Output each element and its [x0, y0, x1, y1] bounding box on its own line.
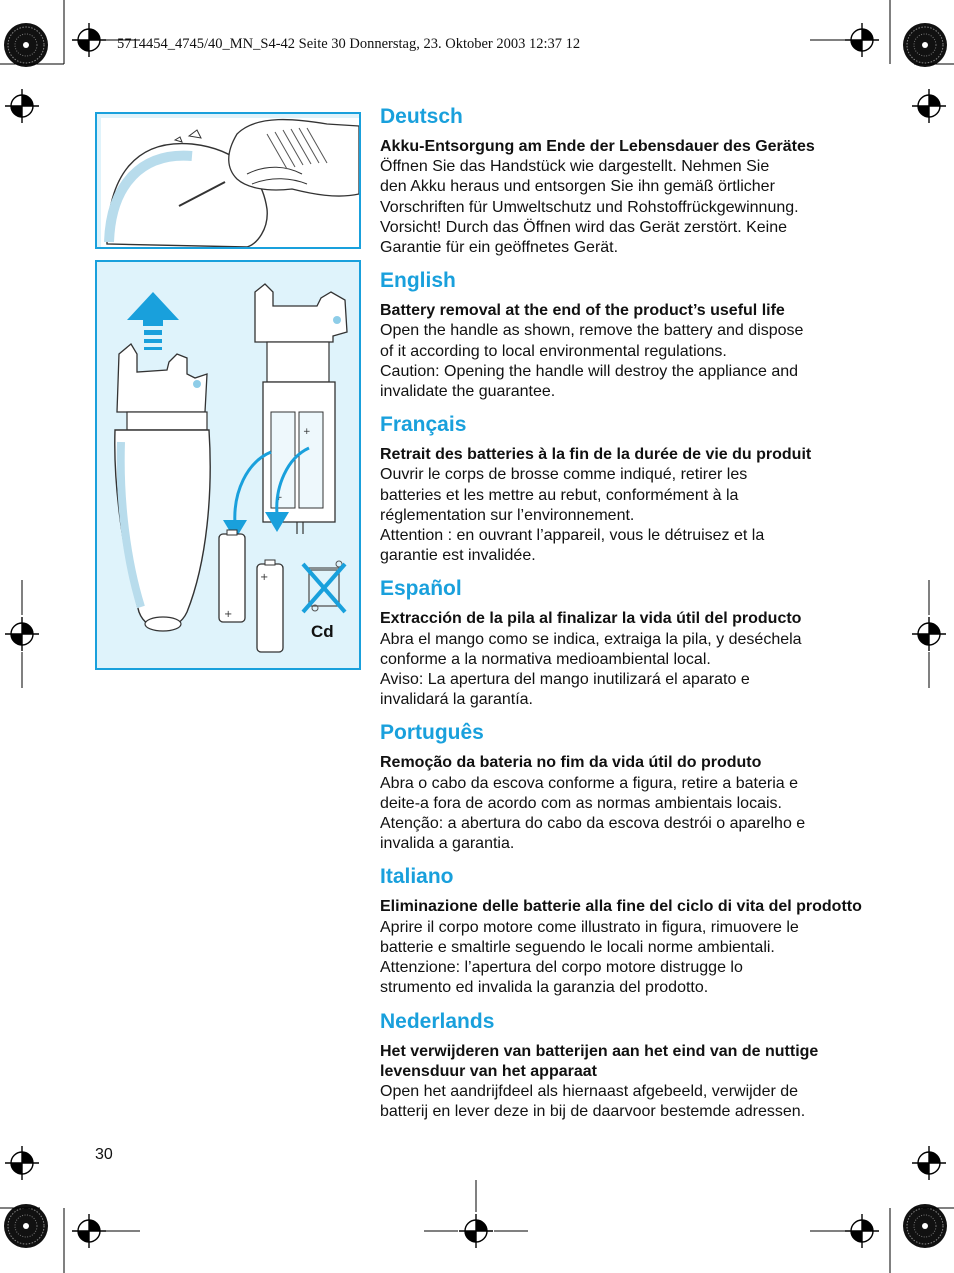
body-line: garantie est invalidée.: [380, 547, 536, 565]
body-line: Abra o cabo da escova conforme a figura, retire a bateria e: [380, 774, 799, 792]
language-section: [380, 576, 870, 710]
language-title: Português: [380, 721, 484, 745]
section-heading: Remoção da bateria no fim da vida útil do produto: [380, 754, 762, 772]
crossed-bin-icon: [303, 561, 345, 612]
language-section: [380, 268, 870, 402]
body-line: Vorschriften für Umweltschutz und Rohstoffrückgewinnung.: [380, 198, 799, 216]
language-title: Nederlands: [380, 1009, 495, 1033]
language-title: Deutsch: [380, 105, 463, 128]
section-heading: Extracción de la pila al finalizar la vida útil del producto: [380, 610, 802, 628]
body-line: Open het aandrijfdeel als hiernaast afgebeeld, verwijder de: [380, 1082, 799, 1100]
language-section: [380, 104, 870, 258]
up-arrow-icon: [127, 292, 179, 350]
instructions-column: [380, 104, 870, 1132]
print-slug: 5714454_4745/40_MN_S4-42 Seite 30 Donnerstag, 23. Oktober 2003 12:37 12: [117, 36, 581, 52]
body-line: Öffnen Sie das Handstück wie dargestellt. Nehmen Sie: [380, 158, 770, 176]
svg-text:+: +: [303, 427, 311, 437]
cadmium-label: Cd: [311, 622, 334, 641]
language-section: [380, 1009, 870, 1123]
section-heading: Retrait des batteries à la fin de la durée de vie du produit: [380, 446, 812, 464]
body-line: den Akku heraus und entsorgen Sie ihn gemäß örtlicher: [380, 178, 775, 196]
body-line: Garantie für ein geöffnetes Gerät.: [380, 239, 619, 257]
body-line: of it according to local environmental regulations.: [380, 342, 727, 360]
page-number: 30: [95, 1146, 113, 1163]
svg-text:+: +: [224, 609, 233, 620]
svg-text:+: +: [275, 493, 283, 503]
language-title: English: [380, 269, 456, 293]
body-line: batteries et les mettre au rebut, conformément à la: [380, 486, 739, 504]
open-handle-illustration: [97, 114, 361, 249]
body-line: conforme a la normativa medioambiental local.: [380, 650, 711, 668]
body-line: invalidará la garantía.: [380, 691, 533, 709]
language-section: [380, 864, 870, 998]
body-line: Aprire il corpo motore come illustrato in figura, rimuovere le: [380, 918, 799, 936]
section-heading: Het verwijderen van batterijen aan het eind van de nuttige levensduur van het apparaat: [380, 1042, 819, 1080]
body-line: Attention : en ouvrant l’appareil, vous le détruisez et la: [380, 527, 765, 545]
language-section: [380, 412, 870, 566]
section-heading: Battery removal at the end of the product’s useful life: [380, 302, 785, 320]
figure-open-handle: [95, 112, 361, 249]
svg-text:+: +: [260, 572, 269, 583]
body-line: réglementation sur l’environnement.: [380, 506, 635, 524]
language-title: Italiano: [380, 865, 454, 889]
body-line: Ouvrir le corps de brosse comme indiqué, retirer les: [380, 466, 748, 484]
language-title: Français: [380, 413, 467, 437]
section-heading: Akku-Entsorgung am Ende der Lebensdauer des Gerätes: [380, 138, 815, 155]
section-heading: Eliminazione delle batterie alla fine del ciclo di vita del prodotto: [380, 898, 862, 916]
body-line: Attenzione: l’apertura del corpo motore distrugge lo: [380, 959, 743, 977]
body-line: Aviso: La apertura del mango inutilizará el aparato e: [380, 671, 750, 689]
body-line: Atenção: a abertura do cabo da escova destrói o aparelho e: [380, 815, 806, 833]
body-line: Open the handle as shown, remove the battery and dispose: [380, 322, 804, 340]
language-section: [380, 720, 870, 854]
body-line: invalida a garantia.: [380, 835, 515, 853]
body-line: batterij en lever deze in bij de daarvoor bestemde adressen.: [380, 1103, 806, 1121]
body-line: Caution: Opening the handle will destroy the appliance and: [380, 362, 799, 380]
body-line: Vorsicht! Durch das Öffnen wird das Gerät zerstört. Keine: [380, 218, 787, 236]
body-line: invalidate the guarantee.: [380, 383, 556, 401]
figure-battery-removal: [95, 260, 361, 670]
language-title: Español: [380, 577, 462, 601]
body-line: deite-a fora de acordo com as normas ambientais locais.: [380, 794, 782, 812]
battery-removal-illustration: [97, 262, 361, 670]
body-line: Abra el mango como se indica, extraiga la pila, y deséchela: [380, 630, 802, 648]
body-line: strumento ed invalida la garanzia del prodotto.: [380, 979, 709, 997]
body-line: batterie e smaltirle seguendo le locali norme ambientali.: [380, 938, 775, 956]
